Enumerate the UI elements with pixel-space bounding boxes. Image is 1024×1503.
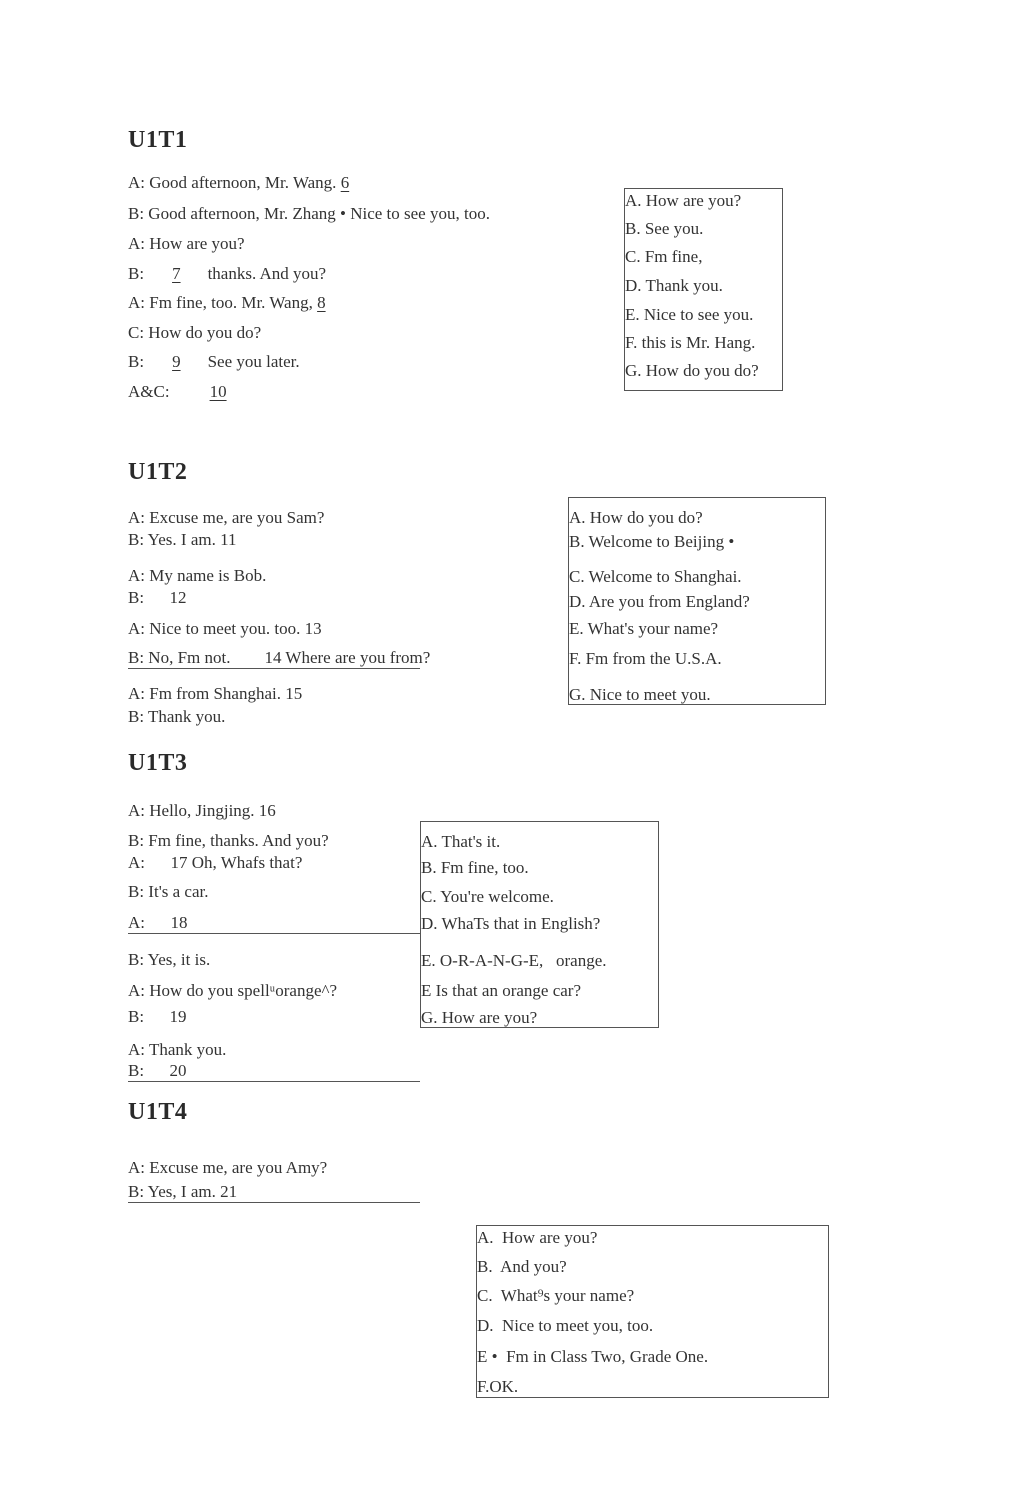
dialogue-line: B: Good afternoon, Mr. Zhang • Nice to see you, too.	[128, 204, 490, 223]
answer-blank[interactable]: 10	[209, 382, 227, 401]
dialogue-line: A: 17 Oh, Whafs that?	[128, 853, 303, 872]
dialogue-line: A: Thank you.	[128, 1040, 227, 1059]
option-item: F. this is Mr. Hang.	[625, 333, 756, 352]
option-item: B. Fm fine, too.	[421, 858, 529, 877]
dialogue-line: B: It's a car.	[128, 882, 209, 901]
dialogue-line: A: How do you spellᵘorange^?	[128, 981, 338, 1000]
answer-blank[interactable]: 9	[172, 352, 181, 371]
option-item: A. How are you?	[625, 191, 742, 210]
option-item: F. Fm from the U.S.A.	[569, 649, 722, 668]
option-item: A. How do you do?	[569, 508, 703, 527]
dialogue-line: B: 7 thanks. And you?	[128, 264, 327, 283]
option-item: G. How are you?	[421, 1008, 538, 1027]
dialogue-line: A: How are you?	[128, 234, 245, 253]
dialogue-line: A: My name is Bob.	[128, 566, 267, 585]
option-item: E. Nice to see you.	[625, 305, 754, 324]
dialogue-line: B: 9 See you later.	[128, 352, 300, 371]
option-item: G. How do you do?	[625, 361, 759, 380]
option-item: A. How are you?	[477, 1228, 598, 1247]
option-item: D. Nice to meet you, too.	[477, 1316, 654, 1335]
answer-blank[interactable]: 7	[172, 264, 181, 283]
dialogue-line: A: Fm from Shanghai. 15	[128, 684, 303, 703]
answer-rule	[128, 1202, 420, 1203]
section-title-u1t1: U1T1	[128, 127, 188, 153]
answer-rule	[128, 1081, 420, 1082]
dialogue-line: A: Nice to meet you. too. 13	[128, 619, 322, 638]
section-title-u1t4: U1T4	[128, 1099, 188, 1125]
option-item: A. That's it.	[421, 832, 501, 851]
section-title-u1t3: U1T3	[128, 750, 188, 776]
option-item: D. WhaTs that in English?	[421, 914, 601, 933]
dialogue-line: B: Thank you.	[128, 707, 226, 726]
dialogue-line: B: 12	[128, 588, 187, 607]
option-item: C. What⁹s your name?	[477, 1286, 635, 1305]
section-title-u1t2: U1T2	[128, 459, 188, 485]
dialogue-line: B: 19	[128, 1007, 187, 1026]
dialogue-line: A: Excuse me, are you Amy?	[128, 1158, 328, 1177]
option-item: B. See you.	[625, 219, 704, 238]
options-box-u1t4	[476, 1225, 829, 1398]
option-item: E • Fm in Class Two, Grade One.	[477, 1347, 709, 1366]
option-item: C. Welcome to Shanghai.	[569, 567, 742, 586]
option-item: C. You're welcome.	[421, 887, 554, 906]
answer-blank[interactable]: 6	[340, 173, 350, 192]
dialogue-line: A: Good afternoon, Mr. Wang. 6	[128, 173, 350, 192]
dialogue-line: B: 20	[128, 1061, 187, 1080]
dialogue-line: B: Yes. I am. 11	[128, 530, 237, 549]
dialogue-line: C: How do you do?	[128, 323, 262, 342]
options-box-u1t1	[624, 188, 783, 391]
option-item: D. Thank you.	[625, 276, 723, 295]
option-item: G. Nice to meet you.	[569, 685, 711, 704]
dialogue-line: B: No, Fm not. 14 Where are you from?	[128, 648, 431, 667]
option-item: B. Welcome to Beijing •	[569, 532, 735, 551]
dialogue-line: A: Excuse me, are you Sam?	[128, 508, 325, 527]
option-item: C. Fm fine,	[625, 247, 703, 266]
option-item: D. Are you from England?	[569, 592, 750, 611]
dialogue-line: B: Yes, it is.	[128, 950, 211, 969]
option-item: B. And you?	[477, 1257, 567, 1276]
options-box-u1t3	[420, 821, 659, 1028]
option-item: F.OK.	[477, 1377, 519, 1396]
answer-rule	[128, 933, 420, 934]
option-item: E Is that an orange car?	[421, 981, 581, 1000]
dialogue-line: A: Hello, Jingjing. 16	[128, 801, 276, 820]
dialogue-line: B: Yes, I am. 21	[128, 1182, 238, 1201]
dialogue-line: A: Fm fine, too. Mr. Wang, 8	[128, 293, 326, 312]
dialogue-line: B: Fm fine, thanks. And you?	[128, 831, 329, 850]
options-box-u1t2	[568, 497, 826, 705]
option-item: E. What's your name?	[569, 619, 719, 638]
dialogue-line: A: 18	[128, 913, 188, 932]
option-item: E. O-R-A-N-G-E, orange.	[421, 951, 607, 970]
dialogue-line: A&C: 10	[128, 382, 227, 401]
answer-blank[interactable]: 8	[317, 293, 326, 312]
answer-rule	[128, 668, 420, 669]
